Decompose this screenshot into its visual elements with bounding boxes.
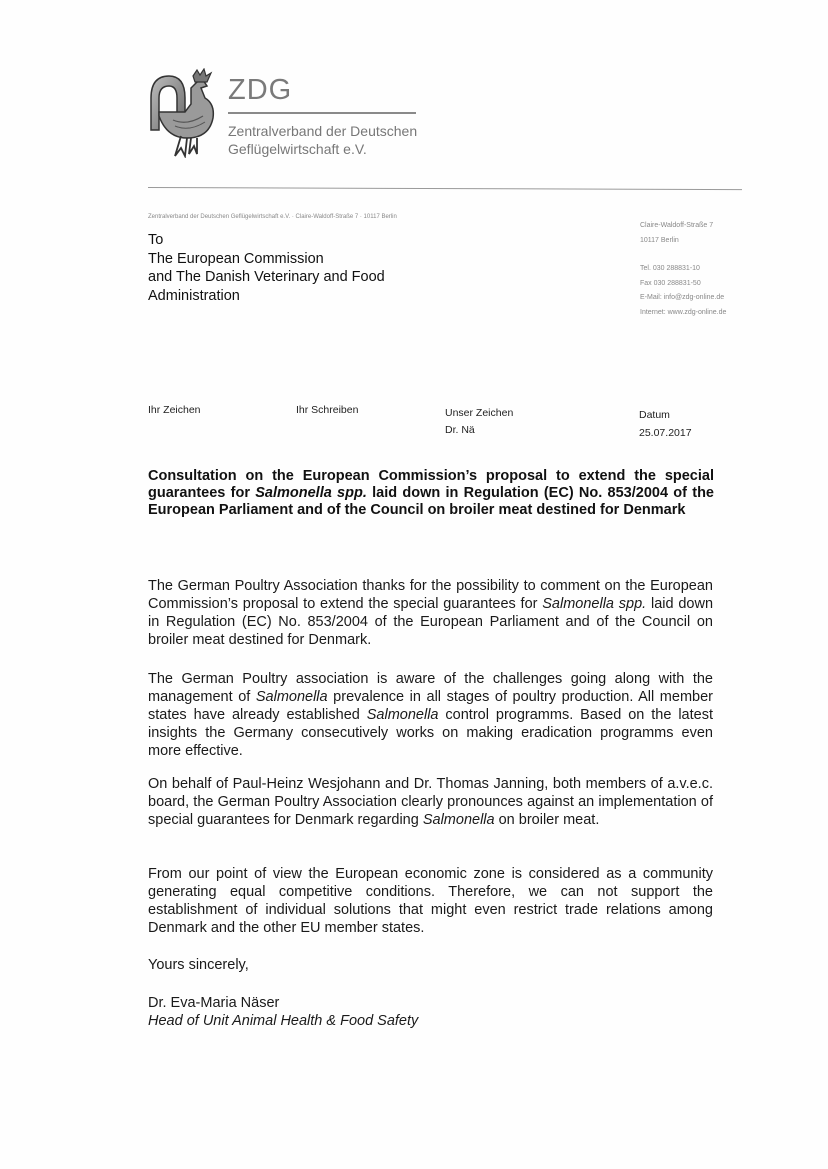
- datum-value: 25.07.2017: [639, 427, 692, 439]
- body-paragraph: The German Poultry Association thanks for the possibility to comment on the European Commission’s proposal to extend the special guarantees for Salmonella spp. laid down in Regulation (EC) No. 853/2004 of the European Parliament and of the Council on broiler meat destined for Denmark.: [148, 578, 714, 648]
- subject-text: Consultation on the European Commission’s proposal to extend the special guarantees for: [148, 468, 714, 501]
- org-abbreviation: ZDG: [228, 74, 293, 106]
- contact-fax: Fax 030 288831-50: [640, 279, 701, 287]
- recipient-line: and The Danish Veterinary and Food: [148, 269, 385, 285]
- subject-heading: [148, 468, 714, 519]
- org-name: [228, 122, 417, 158]
- signature-name: Dr. Eva-Maria Näser: [148, 995, 280, 1011]
- contact-internet: Internet: www.zdg-online.de: [640, 308, 727, 316]
- closing: Yours sincerely,: [148, 957, 249, 973]
- ihr-schreiben-label: Ihr Schreiben: [296, 404, 359, 416]
- contact-block: [640, 219, 726, 320]
- org-name-line1: Zentralverband der Deutschen: [228, 123, 418, 139]
- rooster-icon: [147, 68, 223, 158]
- org-name-line2: Geflügelwirtschaft e.V.: [228, 141, 367, 157]
- contact-email: E-Mail: info@zdg-online.de: [640, 294, 725, 301]
- body-paragraph: The German Poultry association is aware of the challenges going along with the management of Salmonella prevalence in all stages of poultry production. All member states have already established Salmonella control programms. Based on the latest insights the Germany consecutively works on making eradication programms even more effective.: [148, 671, 713, 759]
- datum-label: Datum: [639, 409, 670, 421]
- body-paragraph: From our point of view the European economic zone is considered as a community generating equal competitive conditions. Therefore, we can not support the establishment of individual solutions that might even restrict trade relations among Denmark and the other EU member states.: [148, 866, 713, 936]
- unser-zeichen-value: Dr. Nä: [445, 424, 475, 436]
- body-paragraph: On behalf of Paul-Heinz Wesjohann and Dr. Thomas Janning, both members of a.v.e.c. board, the German Poultry Association clearly pronounces against an implementation of special guarantees for Denmark regarding Salmonella on broiler meat.: [148, 776, 713, 828]
- recipient-line: To: [148, 232, 164, 248]
- subject-italic: Salmonella spp.: [255, 485, 367, 501]
- recipient-address: [148, 231, 385, 305]
- contact-tel: Tel. 030 288831-10: [640, 265, 700, 272]
- recipient-line: The European Commission: [148, 250, 324, 267]
- recipient-line: Administration: [148, 287, 240, 304]
- contact-city: 10117 Berlin: [640, 236, 679, 244]
- logo-divider: [228, 112, 416, 114]
- header-divider: [148, 187, 742, 190]
- ihr-zeichen-label: Ihr Zeichen: [148, 404, 201, 416]
- signature-title: Head of Unit Animal Health & Food Safety: [148, 1013, 419, 1029]
- unser-zeichen-label: Unser Zeichen: [445, 407, 514, 419]
- sender-return-address: Zentralverband der Deutschen Geflügelwirtschaft e.V. · Claire-Waldoff-Straße 7 · 10117 Berlin: [148, 214, 397, 220]
- subject-text: laid down in Regulation (EC) No. 853/2004 of the European Parliament and of the Council on broiler meat destined for Denmark: [148, 485, 714, 518]
- contact-street: Claire-Waldoff-Straße 7: [640, 222, 714, 229]
